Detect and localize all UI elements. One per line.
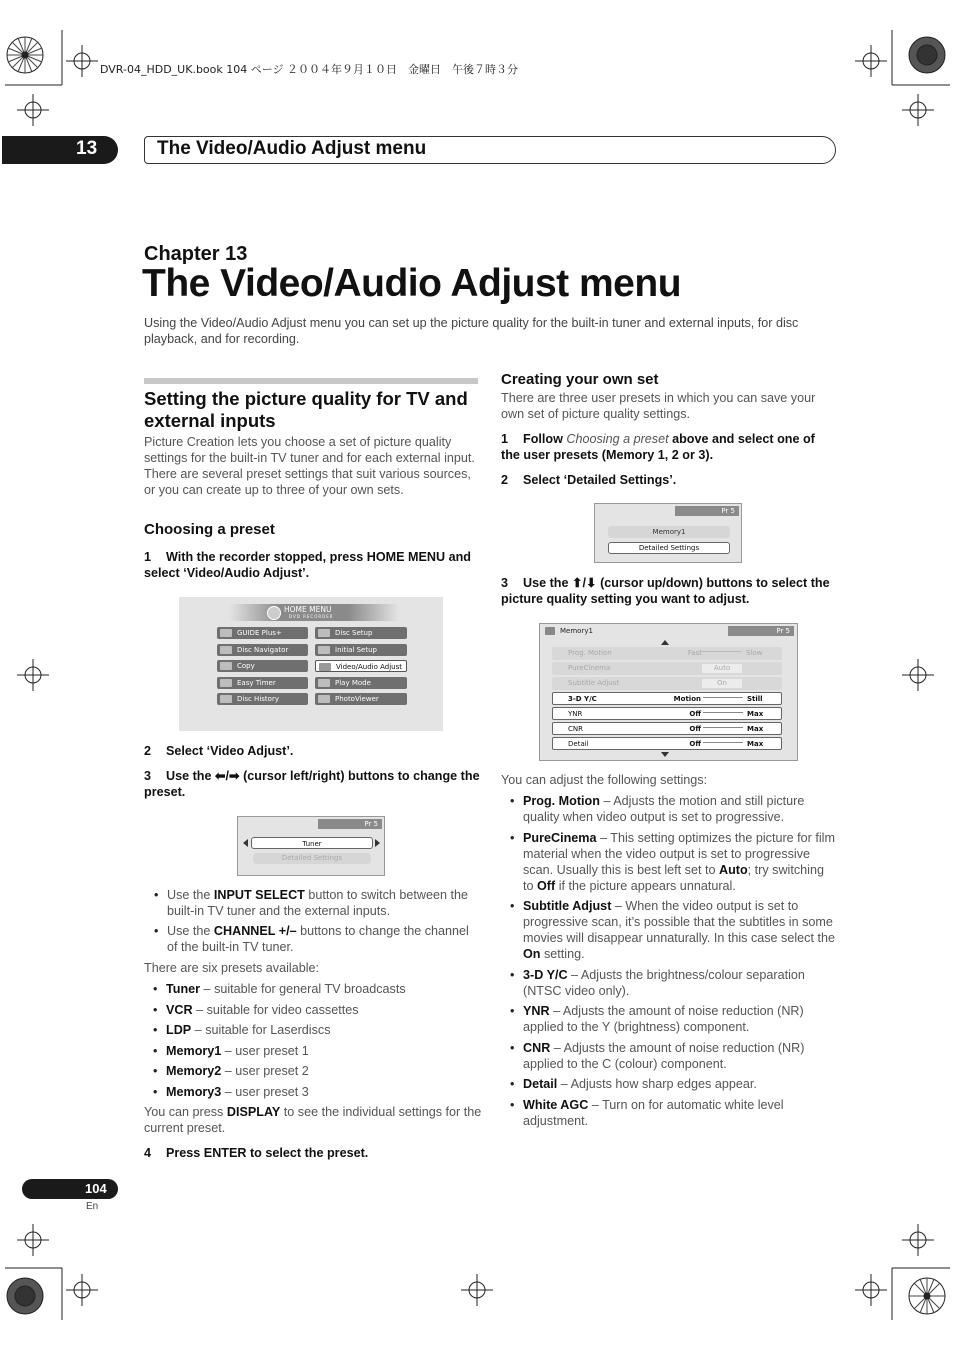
presets-list [144,981,480,1104]
section-title: Setting the picture quality for TV and external inputs [144,388,468,431]
creating-own-set-heading: Creating your own set [501,371,659,388]
page-number: 104 [85,1181,107,1196]
menu-photoviewer[interactable]: PhotoViewer [315,693,407,705]
preset-selector[interactable]: Memory1 [608,526,730,538]
setting-item: • YNR – Adjusts the amount of noise reduction (NR) applied to the Y (brightness) component. [501,1003,837,1035]
detailed-settings-screen [539,623,798,761]
menu-disc-history[interactable]: Disc History [217,693,308,705]
chapter-number-tab [2,136,118,164]
menu-initial-setup[interactable]: Initial Setup [315,644,407,656]
right-step-2: 2 Select ‘Detailed Settings’. [501,473,677,487]
photo-icon [318,695,330,703]
disc-icon [267,606,281,620]
menu-copy[interactable]: Copy [217,660,308,672]
setting-item: • CNR – Adjusts the amount of noise reduction (NR) applied to the C (colour) component. [501,1040,837,1072]
creating-intro: There are three user presets in which you can save your own set of picture quality settings. [501,391,816,421]
menu-easy-timer[interactable]: Easy Timer [217,677,308,689]
section-intro: Picture Creation lets you choose a set of picture quality settings for the built-in TV tuner and for each external input. There are several preset settings that suit various sources, or you can create up to three of your own sets. [144,435,475,497]
chapter-intro: Using the Video/Audio Adjust menu you can set up the picture quality for the built-in tuner and external inputs, for disc playback, and for recording. [144,316,799,346]
step-2: 2 Select ‘Video Adjust’. [144,744,294,758]
preset-item: • Tuner – suitable for general TV broadcasts [144,981,480,997]
slider-track [703,727,743,732]
chapter-label: Chapter 13 [144,243,248,265]
preset-selector[interactable]: Tuner [251,837,373,849]
arrow-left-icon[interactable] [243,839,248,847]
preset-item: • Memory3 – user preset 3 [144,1084,480,1100]
setting-row-subtitle-adjust[interactable]: Subtitle Adjust On [552,677,782,690]
setting-row-cnr[interactable]: CNR Off Max [552,722,782,735]
step-4: 4 Press ENTER to select the preset. [144,1146,369,1160]
display-note: You can press DISPLAY to see the individual settings for the current preset. [144,1105,482,1135]
tip-input-select: • Use the INPUT SELECT button to switch between the built-in TV tuner and the external inputs. [144,887,480,919]
setting-item: • Detail – Adjusts how sharp edges appear. [501,1076,837,1092]
tip-channel: • Use the CHANNEL +/– buttons to change the channel of the built-in TV tuner. [144,923,480,955]
home-menu-header [229,604,399,621]
setting-row-detail[interactable]: Detail Off Max [552,737,782,750]
tips-list [144,887,480,955]
print-header: DVR-04_HDD_UK.book 104 ページ ２００４年９月１０日 金曜日 午後７時３分 [100,63,519,76]
right-step-3: 3 Use the ⬆/⬇ (cursor up/down) buttons to select the picture quality setting you want to adjust. [501,576,830,606]
video-audio-icon [319,663,331,671]
adjust-intro: You can adjust the following settings: [501,773,708,787]
choosing-preset-heading: Choosing a preset [144,521,275,538]
menu-guide-plus[interactable]: GUIDE Plus+ [217,627,308,639]
slider-track [702,651,742,656]
chapter-number: 13 [76,138,98,159]
setting-row-ynr[interactable]: YNR Off Max [552,707,782,720]
copy-icon [220,662,232,670]
slider-track [703,742,743,747]
tuner-preset-screen [237,816,385,876]
home-menu-title: HOME MENU [284,605,332,614]
setting-row-3d-yc[interactable]: 3-D Y/C Motion Still [552,692,782,705]
step-3: 3 Use the ⬅/➡ (cursor left/right) buttons to change the preset. [144,769,480,799]
step-number: 1 [144,550,152,564]
setting-row-prog-motion[interactable]: Prog. Motion Fast Slow [552,647,782,660]
page-number-tab [22,1179,118,1199]
home-menu-subtitle: DVD RECORDER [289,614,334,619]
play-mode-icon [318,679,330,687]
setup-icon [318,629,330,637]
setting-item: • 3-D Y/C – Adjusts the brightness/colour separation (NTSC video only). [501,967,837,999]
preset-item: • Memory2 – user preset 2 [144,1063,480,1079]
timer-icon [220,679,232,687]
arrow-right-icon[interactable] [375,839,380,847]
section-rule [144,378,478,384]
slider-track [703,712,743,717]
menu-disc-navigator[interactable]: Disc Navigator [217,644,308,656]
slider-track [703,697,743,702]
channel-badge: Pr 5 [675,506,739,516]
menu-disc-setup[interactable]: Disc Setup [315,627,407,639]
scroll-down-icon[interactable] [661,752,669,757]
setting-row-purecinema[interactable]: PureCinema Auto [552,662,782,675]
language-code: En [86,1201,99,1212]
step-1 [144,549,480,581]
presets-intro: There are six presets available: [144,961,319,975]
settings-icon [318,646,330,654]
video-adjust-icon [545,627,555,635]
history-icon [220,695,232,703]
preset-item: • VCR – suitable for video cassettes [144,1002,480,1018]
preset-item: • Memory1 – user preset 1 [144,1043,480,1059]
running-header-title: The Video/Audio Adjust menu [157,138,427,159]
setting-item: • PureCinema – This setting optimizes the picture for film material when the video output is set to progressive scan. Usually this is best left set to Auto; try switching to Off if the picture appears unnatural. [501,830,837,894]
detailed-settings-button[interactable]: Detailed Settings [253,853,371,864]
preset-item: • LDP – suitable for Laserdiscs [144,1022,480,1038]
scroll-up-icon[interactable] [661,640,669,645]
detailed-settings-button[interactable]: Detailed Settings [608,542,730,554]
navigator-icon [220,646,232,654]
setting-item: • Subtitle Adjust – When the video output is set to progressive scan, it’s possible that the subtitles in some movies will disappear unnaturally. In this case select the On setting. [501,898,837,962]
setting-item: • White AGC – Turn on for automatic white level adjustment. [501,1097,837,1129]
memory-preset-screen [594,503,742,563]
setting-item: • Prog. Motion – Adjusts the motion and still picture quality when video output is set to progressive. [501,793,837,825]
menu-play-mode[interactable]: Play Mode [315,677,407,689]
home-menu-screen [179,597,443,731]
channel-badge: Pr 5 [318,819,382,829]
guide-icon [220,629,232,637]
right-step-1: 1 Follow Choosing a preset above and select one of the user presets (Memory 1, 2 or 3). [501,432,815,462]
screen-title: Memory1 [560,627,593,635]
menu-video-audio-adjust[interactable]: Video/Audio Adjust [315,660,407,672]
running-header [144,136,836,164]
page-title: The Video/Audio Adjust menu [142,262,682,305]
step-text: With the recorder stopped, press HOME MENU and select ‘Video/Audio Adjust’. [144,550,471,580]
settings-list [501,793,837,1133]
channel-badge: Pr 5 [728,626,794,636]
